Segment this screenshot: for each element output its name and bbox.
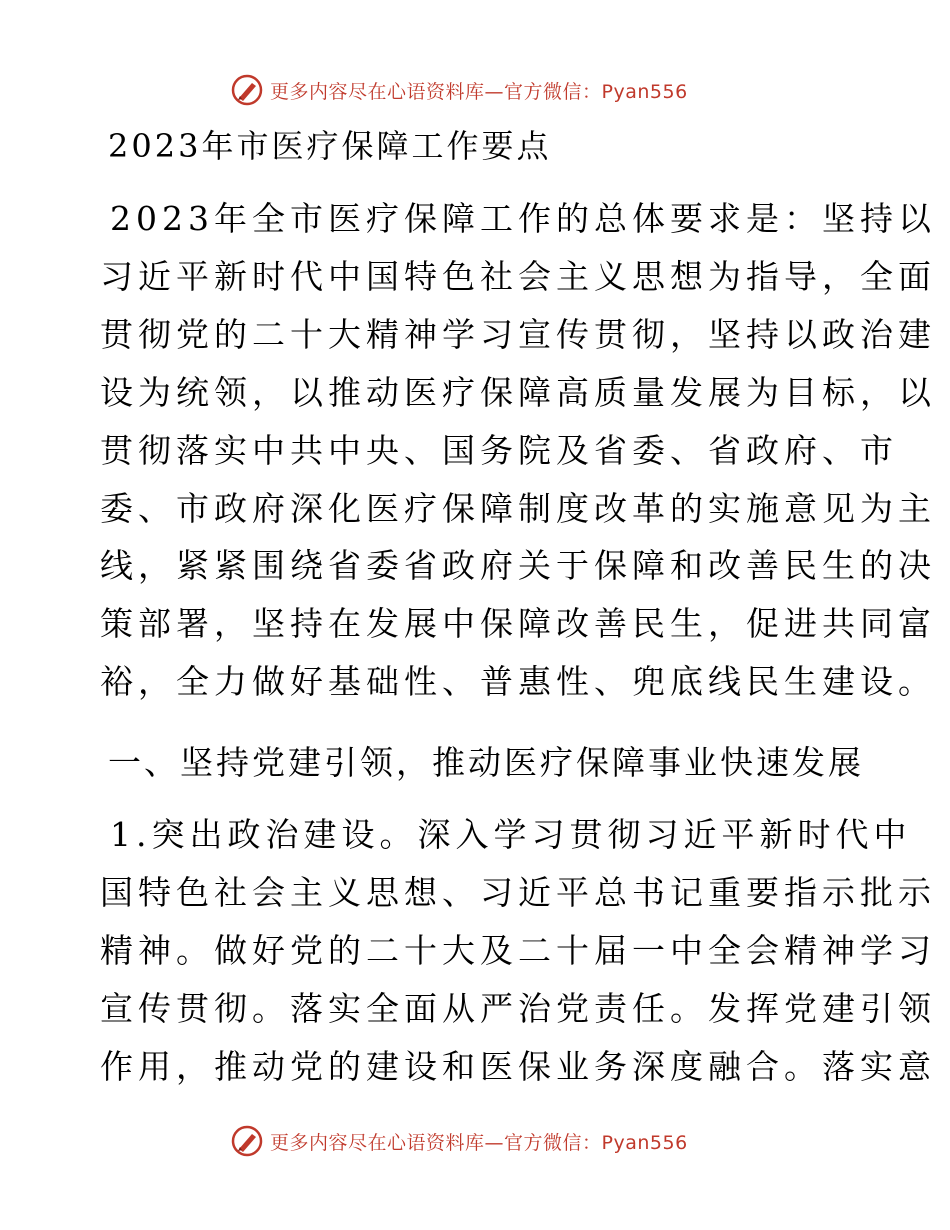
- section-paragraph: [100, 806, 936, 1096]
- text-line: 委、市政府深化医疗保障制度改革的实施意见为主: [100, 488, 936, 528]
- text-line: 裕，全力做好基础性、普惠性、兜底线民生建设。: [100, 662, 936, 702]
- page-title: 2023年市医疗保障工作要点: [108, 127, 552, 165]
- text-line: 设为统领，以推动医疗保障高质量发展为目标，以: [100, 372, 936, 412]
- text-line: 宣传贯彻。落实全面从严治党责任。发挥党建引领: [100, 988, 936, 1028]
- text-line: 线，紧紧围绕省委省政府关于保障和改善民生的决: [100, 546, 936, 586]
- pen-logo-icon: [230, 1124, 264, 1158]
- watermark-text: 更多内容尽在心语资料库—官方微信：Pyan556: [270, 1131, 688, 1154]
- watermark-header: [230, 70, 688, 110]
- text-line: 精神。做好党的二十大及二十届一中全会精神学习: [100, 930, 936, 970]
- text-line: 1.突出政治建设。深入学习贯彻习近平新时代中: [110, 815, 912, 854]
- text-line: 2023年全市医疗保障工作的总体要求是：坚持以: [110, 199, 936, 238]
- text-line: 习近平新时代中国特色社会主义思想为指导，全面: [100, 256, 936, 296]
- text-line: 国特色社会主义思想、习近平总书记重要指示批示: [100, 872, 936, 912]
- text-line: 作用，推动党的建设和医保业务深度融合。落实意: [100, 1046, 936, 1086]
- watermark-text: 更多内容尽在心语资料库—官方微信：Pyan556: [270, 80, 688, 103]
- text-line: 策部署，坚持在发展中保障改善民生，促进共同富: [100, 604, 936, 644]
- text-line: 贯彻落实中共中央、国务院及省委、省政府、市: [100, 430, 898, 470]
- section-heading: 一、坚持党建引领，推动医疗保障事业快速发展: [108, 743, 864, 782]
- watermark-footer: [230, 1121, 688, 1161]
- pen-logo-icon: [230, 73, 264, 107]
- text-line: 贯彻党的二十大精神学习宣传贯彻，坚持以政治建: [100, 314, 936, 354]
- intro-paragraph: [100, 190, 936, 711]
